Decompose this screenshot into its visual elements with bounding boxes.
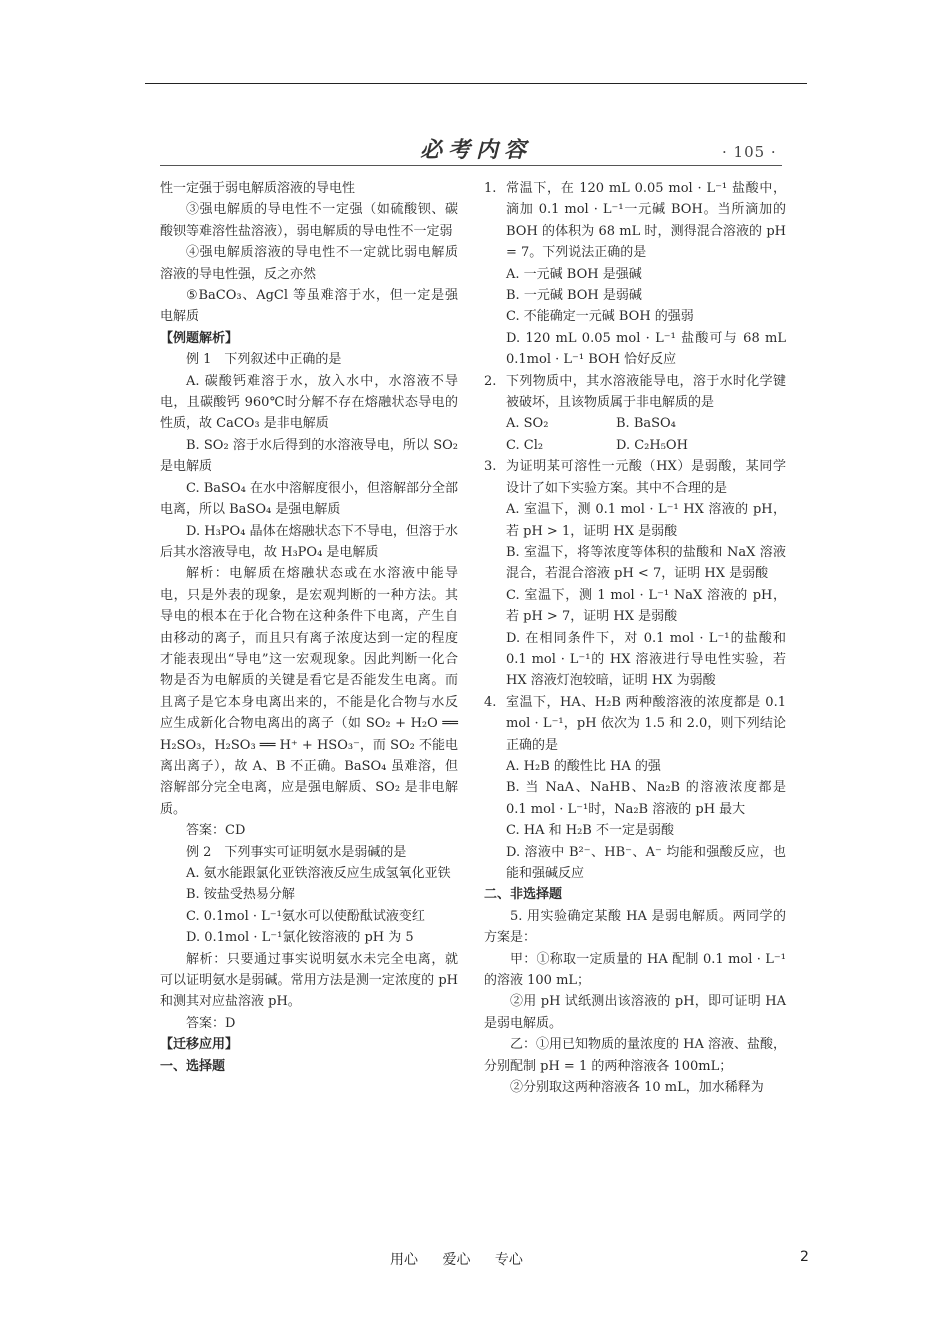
footer-page-number: 2 (800, 1249, 809, 1265)
section-title: 必考内容 (420, 137, 533, 163)
question-stem: 下列物质中，其水溶液能导电，溶于水时化学键被破坏，且该物质属于非电解质的是 (506, 373, 786, 411)
paragraph: 答案：CD (186, 823, 246, 839)
answer-option: C. Cl₂ (506, 437, 544, 453)
answer-option: B. 当 NaA、NaHB、Na₂B 的溶液浓度都是 0.1 mol · L⁻¹时，Na₂B 溶液的 pH 最大 (506, 780, 786, 817)
answer-option: A. SO₂ (506, 416, 549, 432)
answer-option: D. 120 mL 0.05 mol · L⁻¹ 盐酸可与 68 mL 0.1mol · L⁻¹ BOH 恰好反应 (506, 330, 786, 368)
footer-slogan: 用心 爱心 专心 (390, 1252, 523, 1268)
answer-option: D. 在相同条件下，对 0.1 mol · L⁻¹的盐酸和 0.1 mol · L⁻¹的 HX 溶液进行导电性实验，若 HX 溶液灯泡较暗，证明 HX 为弱酸 (506, 630, 786, 689)
question-stem: 室温下，HA、H₂B 两种酸溶液的浓度都是 0.1 mol · L⁻¹，pH 依次为 1.5 和 2.0，则下列结论正确的是 (506, 694, 786, 753)
paragraph: D. 0.1mol · L⁻¹氯化铵溶液的 pH 为 5 (186, 930, 414, 946)
question-number: 4. (484, 694, 497, 710)
question-stem: 为证明某可溶性一元酸（HX）是弱酸，某同学设计了如下实验方案。其中不合理的是 (506, 459, 786, 496)
paragraph: C. 0.1mol · L⁻¹氨水可以使酚酞试液变红 (186, 908, 425, 924)
question-stem: 常温下，在 120 mL 0.05 mol · L⁻¹ 盐酸中，滴加 0.1 mol · L⁻¹一元碱 BOH。当所滴加的 BOH 的体积为 68 mL 时，测得混合溶液的 pH = 7。下列说法正确的是 (506, 181, 786, 261)
question-item (484, 371, 786, 457)
paragraph: 解析：电解质在熔融状态或在水溶液中能导电，只是外表的现象，是宏观判断的一种方法。其导电的根本在于化合物在这种条件下电离，产生自由移动的离子，而且只有离子浓度达到一定的程度才能表现出“导电”这一宏观现象。因此判断一化合物是否为电解质的关键是看它是否能发生电离。而且离子是它本身电离出来的，不能是化合物与水反应生成新化合物电离出的离子（如 SO₂ + H₂O ══ H₂SO₃，H₂SO₃ ══ H⁺ + HSO₃⁻，而 SO₂ 不能电离出离子），故 A、B 不正确。BaSO₄ 虽难溶，但溶解部分完全电离，应是强电解质、SO₂ 是非电解质。 (160, 566, 458, 817)
right-column (484, 178, 786, 1098)
paragraph: A. 碳酸钙难溶于水，放入水中，水溶液不导电，且碳酸钙 960℃时分解不存在熔融状态导电的性质，故 CaCO₃ 是非电解质 (160, 373, 458, 432)
answer-option: B. BaSO₄ (616, 416, 676, 432)
section-heading: 【迁移应用】 (160, 1037, 239, 1053)
book-page-number: · 105 · (722, 143, 777, 161)
answer-option: C. HA 和 H₂B 不一定是弱酸 (506, 823, 674, 839)
paragraph: 乙：①用已知物质的量浓度的 HA 溶液、盐酸，分别配制 pH = 1 的两种溶液各 100mL； (484, 1037, 786, 1074)
question-item (484, 456, 786, 691)
paragraph: ⑤BaCO₃、AgCl 等虽难溶于水，但一定是强电解质 (160, 288, 458, 325)
paragraph: 解析：只要通过事实说明氨水未完全电离，就可以证明氨水是弱碱。常用方法是测一定浓度的 pH 和测其对应盐溶液 pH。 (160, 951, 458, 1010)
top-rule (145, 83, 807, 84)
paragraph: A. 氨水能跟氯化亚铁溶液反应生成氢氧化亚铁 (186, 866, 451, 881)
paragraph: ③强电解质的导电性不一定强（如硫酸钡、碳酸钡等难溶性盐溶液），弱电解质的导电性不一定弱 (160, 202, 458, 239)
answer-option: A. 一元碱 BOH 是强碱 (506, 266, 642, 282)
question-number: 2. (484, 373, 497, 389)
paragraph: D. H₃PO₄ 晶体在熔融状态下不导电，但溶于水后其水溶液导电，故 H₃PO₄ 是电解质 (160, 523, 458, 560)
answer-option: C. 不能确定一元碱 BOH 的强弱 (506, 309, 694, 325)
answer-option: C. 室温下，测 1 mol · L⁻¹ NaX 溶液的 pH，若 pH > 7，证明 HX 是弱酸 (506, 587, 786, 625)
paragraph: 例 1 下列叙述中正确的是 (186, 352, 342, 368)
question-number: 3. (484, 459, 497, 475)
left-column (160, 178, 458, 1077)
section-heading: 二、非选择题 (484, 887, 563, 903)
paragraph: B. SO₂ 溶于水后得到的水溶液导电，所以 SO₂ 是电解质 (160, 437, 458, 475)
question-item (484, 178, 786, 371)
paragraph: 例 2 下列事实可证明氨水是弱碱的是 (186, 844, 407, 860)
paragraph: 答案：D (186, 1015, 236, 1031)
section-heading: 一、选择题 (160, 1058, 226, 1074)
answer-option: A. H₂B 的酸性比 HA 的强 (506, 758, 661, 774)
question-number: 1. (484, 181, 497, 196)
answer-option-row (506, 435, 786, 456)
answer-option-row (506, 413, 786, 434)
paragraph: C. BaSO₄ 在水中溶解度很小，但溶解部分全部电离，所以 BaSO₄ 是强电解质 (160, 480, 458, 518)
question-item (484, 692, 786, 885)
paragraph: B. 铵盐受热易分解 (186, 887, 295, 903)
answer-option: B. 一元碱 BOH 是弱碱 (506, 288, 642, 304)
paragraph: ②用 pH 试纸测出该溶液的 pH，即可证明 HA 是弱电解质。 (484, 994, 786, 1031)
answer-option: D. C₂H₅OH (616, 437, 688, 453)
paragraph: ②分别取这两种溶液各 10 mL，加水稀释为 (510, 1080, 764, 1096)
paragraph: 5. 用实验确定某酸 HA 是弱电解质。两同学的方案是： (484, 908, 786, 946)
section-heading: 【例题解析】 (160, 330, 239, 346)
header-rule (160, 165, 782, 166)
answer-option: B. 室温下，将等浓度等体积的盐酸和 NaX 溶液混合，若混合溶液 pH < 7，证明 HX 是弱酸 (506, 544, 786, 582)
paragraph: 甲：①称取一定质量的 HA 配制 0.1 mol · L⁻¹的溶液 100 mL； (484, 951, 786, 989)
paragraph: 性一定强于弱电解质溶液的导电性 (160, 181, 356, 196)
paragraph: ④强电解质溶液的导电性不一定就比弱电解质溶液的导电性强，反之亦然 (160, 245, 458, 282)
answer-option: A. 室温下，测 0.1 mol · L⁻¹ HX 溶液的 pH，若 pH > 1，证明 HX 是弱酸 (506, 502, 786, 539)
answer-option: D. 溶液中 B²⁻、HB⁻、A⁻ 均能和强酸反应，也能和强碱反应 (506, 844, 786, 881)
